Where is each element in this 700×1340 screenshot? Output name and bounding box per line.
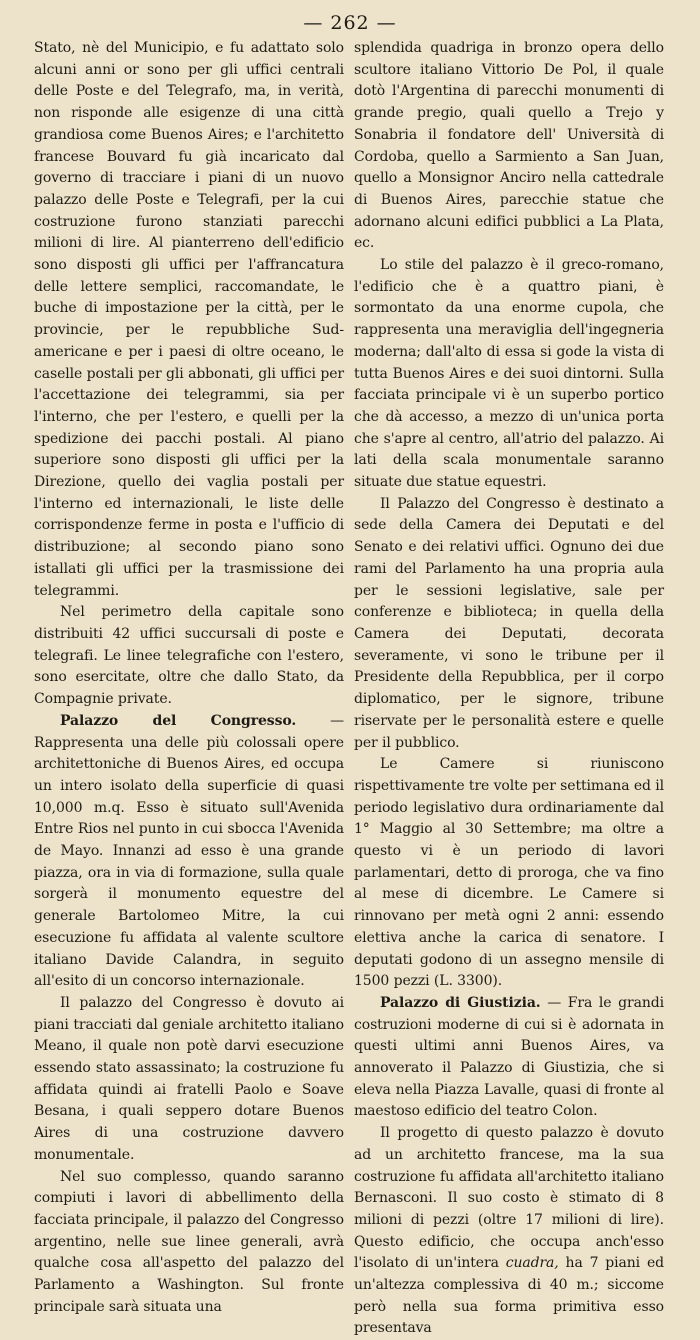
section-title: Palazzo del Congresso. xyxy=(60,712,297,729)
paragraph: Le Camere si riuniscono rispettivamente tre volte per settimana ed il periodo legislativo dura ordinariamente dal 1° Maggio al 30 Settembre; ma oltre a questo vi è un periodo di lavori parlamentari, detto di proroga, che va fino al mese di dicembre. Le Camere si rinnovano per metà ogni 2 anni: essendo elettiva anche la carica di senatore. I deputati godono di un assegno mensile di 1500 pezzi (L. 3300). xyxy=(354,756,664,990)
paragraph-text: ha 7 piani ed un'altezza complessiva di 40 m.; siccome però nella sua forma primitiva esso presentava xyxy=(354,1255,664,1337)
paragraph xyxy=(34,711,344,993)
paragraph-text: Il progetto di questo palazzo è dovuto ad un architetto francese, ma la sua costruzione fu affidata all'architetto italiano Bernasconi. Il suo costo è stimato di 8 milioni di pezzi (oltre 17 milioni di lire). Questo edificio, che occupa anch'esso l'isolato di un'intera xyxy=(354,1125,664,1272)
page-number: — 262 — xyxy=(303,12,397,34)
section-title: Palazzo di Giustizia. xyxy=(380,994,541,1011)
paragraph-text: — Rappresenta una delle più colossali opere architettoniche di Buenos Aires, ed occupa un intero isolato della superficie di quasi 10,000 m.q. Esso è situato sull'Avenida Entre Rios nel punto in cui sbocca l'Avenida de Mayo. Innanzi ad esso è una grande piazza, ora in via di formazione, sulla quale sorgerà il monumento equestre del generale Bartolomeo Mitre, la cui esecuzione fu affidata al valente scultore italiano Davide Calandra, in seguito all'esito di un concorso internazionale. xyxy=(34,712,344,990)
italic-term: cuadra, xyxy=(505,1255,559,1272)
right-column xyxy=(354,38,664,1340)
paragraph: splendida quadriga in bronzo opera dello scultore italiano Vittorio De Pol, il quale dotò l'Argentina di parecchi monumenti di grande pregio, quali quello a Trejo y Sonabria il fondatore dell' Università di Cordoba, quello a Sarmiento a San Juan, quello a Monsignor Anciro nella cattedrale di Buenos Aires, parecchie statue che adornano alcuni edifici pubblici a La Plata, ec. xyxy=(354,40,664,252)
paragraph-text: — Fra le grandi costruzioni moderne di cui si è adornata in questi ultimi anni Buenos Aires, va annoverato il Palazzo di Giustizia, che si eleva nella Piazza Lavalle, quasi di fronte al maestoso edificio del teatro Colon. xyxy=(354,994,664,1120)
paragraph: Stato, nè del Municipio, e fu adattato solo alcuni anni or sono per gli uffici centrali delle Poste e del Telegrafo, ma, in verità, non risponde alle esigenze di una città grandiosa come Buenos Aires; e l'architetto francese Bouvard fu già incaricato dal governo di tracciare i piani di un nuovo palazzo delle Poste e Telegrafi, per la cui costruzione furono stanziati parecchi milioni di lire. Al pianterreno dell'edificio sono disposti gli uffici per l'affrancatura delle lettere semplici, raccomandate, le buche di impostazione per la città, per le provincie, per le repubbliche Sud-americane e per i paesi di oltre oceano, le caselle postali per gli abbonati, gli uffici per l'accettazione dei telegrammi, sia per l'interno, che per l'estero, e quelli per la spedizione dei pacchi postali. Al piano superiore sono disposti gli uffici per la Direzione, quello dei vaglia postali per l'interno ed internazionali, le liste delle corrispondenze ferme in posta e l'ufficio di distribuzione; al secondo piano sono istallati gli uffici per la trasmissione dei telegrammi. xyxy=(34,40,344,599)
paragraph: Lo stile del palazzo è il greco-romano, l'edificio che è a quattro piani, è sormontato da una enorme cupola, che rappresenta una meraviglia dell'ingegneria moderna; dall'alto di essa si gode la vista di tutta Buenos Aires e dei suoi dintorni. Sulla facciata principale vi è un superbo portico che dà accesso, a mezzo di un'unica porta che s'apre al centro, all'atrio del palazzo. Ai lati della scala monumentale saranno situate due statue equestri. xyxy=(354,257,664,491)
paragraph: Nel perimetro della capitale sono distribuiti 42 uffici succursali di poste e telegrafi. Le linee telegrafiche con l'estero, sono esercitate, oltre che dallo Stato, da Compagnie private. xyxy=(34,604,344,708)
paragraph: Il Palazzo del Congresso è destinato a sede della Camera dei Deputati e del Senato e dei relativi uffici. Ognuno dei due rami del Parlamento ha una propria aula per le sessioni legislative, sale per conferenze e biblioteca; in quella della Camera dei Deputati, decorata severamente, vi sono le tribune per il Presidente della Repubblica, per il corpo diplomatico, per le signore, tribune riservate per le personalità estere e quelle per il pubblico. xyxy=(354,495,664,751)
paragraph: Il palazzo del Congresso è dovuto ai piani tracciati dal geniale architetto italiano Meano, il quale non potè darvi esecuzione essendo stato assassinato; la costruzione fu affidata quindi ai fratelli Paolo e Soave Besana, i quali seppero dotare Buenos Aires di una costruzione davvero monumentale. xyxy=(34,994,344,1163)
paragraph: Nel suo complesso, quando saranno compiuti i lavori di abbellimento della facciata principale, il palazzo del Congresso argentino, nelle sue linee generali, avrà qualche cosa all'aspetto del palazzo del Parlamento a Washington. Sul fronte principale sarà situata una xyxy=(34,1168,344,1315)
paragraph xyxy=(354,1123,664,1340)
left-column xyxy=(34,38,344,1318)
paragraph xyxy=(354,993,664,1123)
